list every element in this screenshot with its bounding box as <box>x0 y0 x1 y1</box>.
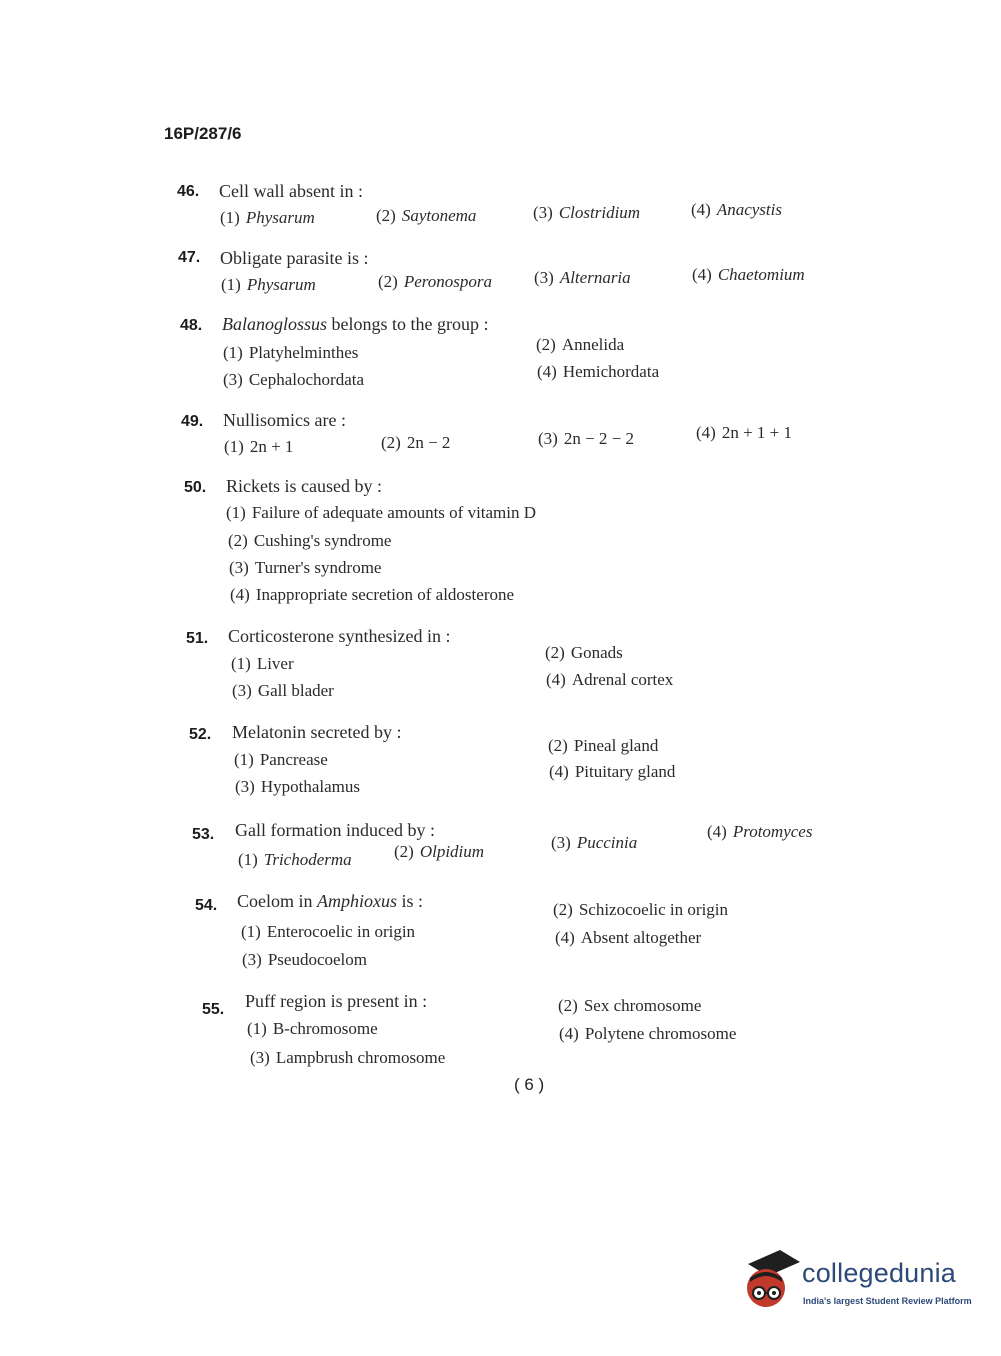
question-stem: Cell wall absent in : <box>219 181 363 201</box>
option: (1) Enterocoelic in origin <box>241 922 416 941</box>
question-stem: Nullisomics are : <box>223 410 346 430</box>
option: (3) Cephalochordata <box>223 370 365 389</box>
option: (1) 2n + 1 <box>224 437 294 456</box>
option: (1) Trichoderma <box>238 850 352 869</box>
option: (2) Schizocoelic in origin <box>553 900 729 919</box>
option: (2) Sex chromosome <box>558 996 702 1015</box>
option: (1) Pancrease <box>234 750 328 769</box>
paper-code: 16P/287/6 <box>164 124 242 143</box>
option: (3) Hypothalamus <box>235 777 360 796</box>
question-number: 50. <box>184 479 207 496</box>
option: (2) Peronospora <box>378 272 492 291</box>
option: (4) Polytene chromosome <box>559 1024 737 1043</box>
logo-tagline: India's largest Student Review Platform <box>803 1296 972 1306</box>
option: (4) Adrenal cortex <box>546 670 674 689</box>
option: (1) B-chromosome <box>247 1019 378 1038</box>
option: (2) 2n − 2 <box>381 433 451 452</box>
question-stem: Puff region is present in : <box>245 991 428 1011</box>
option: (4) Chaetomium <box>692 265 805 284</box>
question-number: 54. <box>195 897 218 914</box>
option: (3) Puccinia <box>551 833 638 852</box>
option: (2) Gonads <box>545 643 623 662</box>
option: (2) Saytonema <box>376 206 477 225</box>
option: (4) Anacystis <box>691 200 782 219</box>
question-stem: Melatonin secreted by : <box>232 722 402 742</box>
option: (3) Gall blader <box>232 681 334 700</box>
option: (1) Failure of adequate amounts of vitamin D <box>226 503 537 522</box>
option: (4) Inappropriate secretion of aldosterone <box>230 585 515 604</box>
collegedunia-logo[interactable] <box>740 1248 970 1320</box>
option: (2) Annelida <box>536 335 625 354</box>
option: (1) Liver <box>231 654 294 673</box>
option: (4) 2n + 1 + 1 <box>696 423 793 442</box>
option: (4) Protomyces <box>707 822 813 841</box>
question-number: 47. <box>178 249 201 266</box>
question-stem: Obligate parasite is : <box>220 248 369 268</box>
question-stem: Gall formation induced by : <box>235 820 435 840</box>
option: (3) 2n − 2 − 2 <box>538 429 635 448</box>
question-stem: Coelom in Amphioxus is : <box>237 891 424 911</box>
option: (1) Physarum <box>220 208 315 227</box>
option: (3) Alternaria <box>534 268 631 287</box>
option: (4) Hemichordata <box>537 362 660 381</box>
option: (3) Lampbrush chromosome <box>250 1048 446 1067</box>
question-number: 46. <box>177 183 200 200</box>
option: (1) Platyhelminthes <box>223 343 359 362</box>
question-number: 51. <box>186 630 209 647</box>
option: (4) Absent altogether <box>555 928 702 947</box>
option: (1) Physarum <box>221 275 316 294</box>
option: (3) Pseudocoelom <box>242 950 367 969</box>
question-stem: Balanoglossus belongs to the group : <box>222 314 489 334</box>
mascot-icon <box>740 1248 802 1314</box>
option: (2) Olpidium <box>394 842 485 861</box>
question-number: 52. <box>189 726 212 743</box>
question-stem: Rickets is caused by : <box>226 476 382 496</box>
option: (4) Pituitary gland <box>549 762 676 781</box>
page-number: ( 6 ) <box>514 1075 545 1094</box>
option: (2) Cushing's syndrome <box>228 531 392 550</box>
question-number: 49. <box>181 413 204 430</box>
logo-wordmark: collegedunia <box>802 1258 957 1288</box>
question-number: 55. <box>202 1001 225 1018</box>
question-stem: Corticosterone synthesized in : <box>228 626 451 646</box>
question-number: 53. <box>192 826 215 843</box>
option: (3) Turner's syndrome <box>229 558 382 577</box>
option: (3) Clostridium <box>533 203 641 222</box>
question-number: 48. <box>180 317 203 334</box>
option: (2) Pineal gland <box>548 736 659 755</box>
